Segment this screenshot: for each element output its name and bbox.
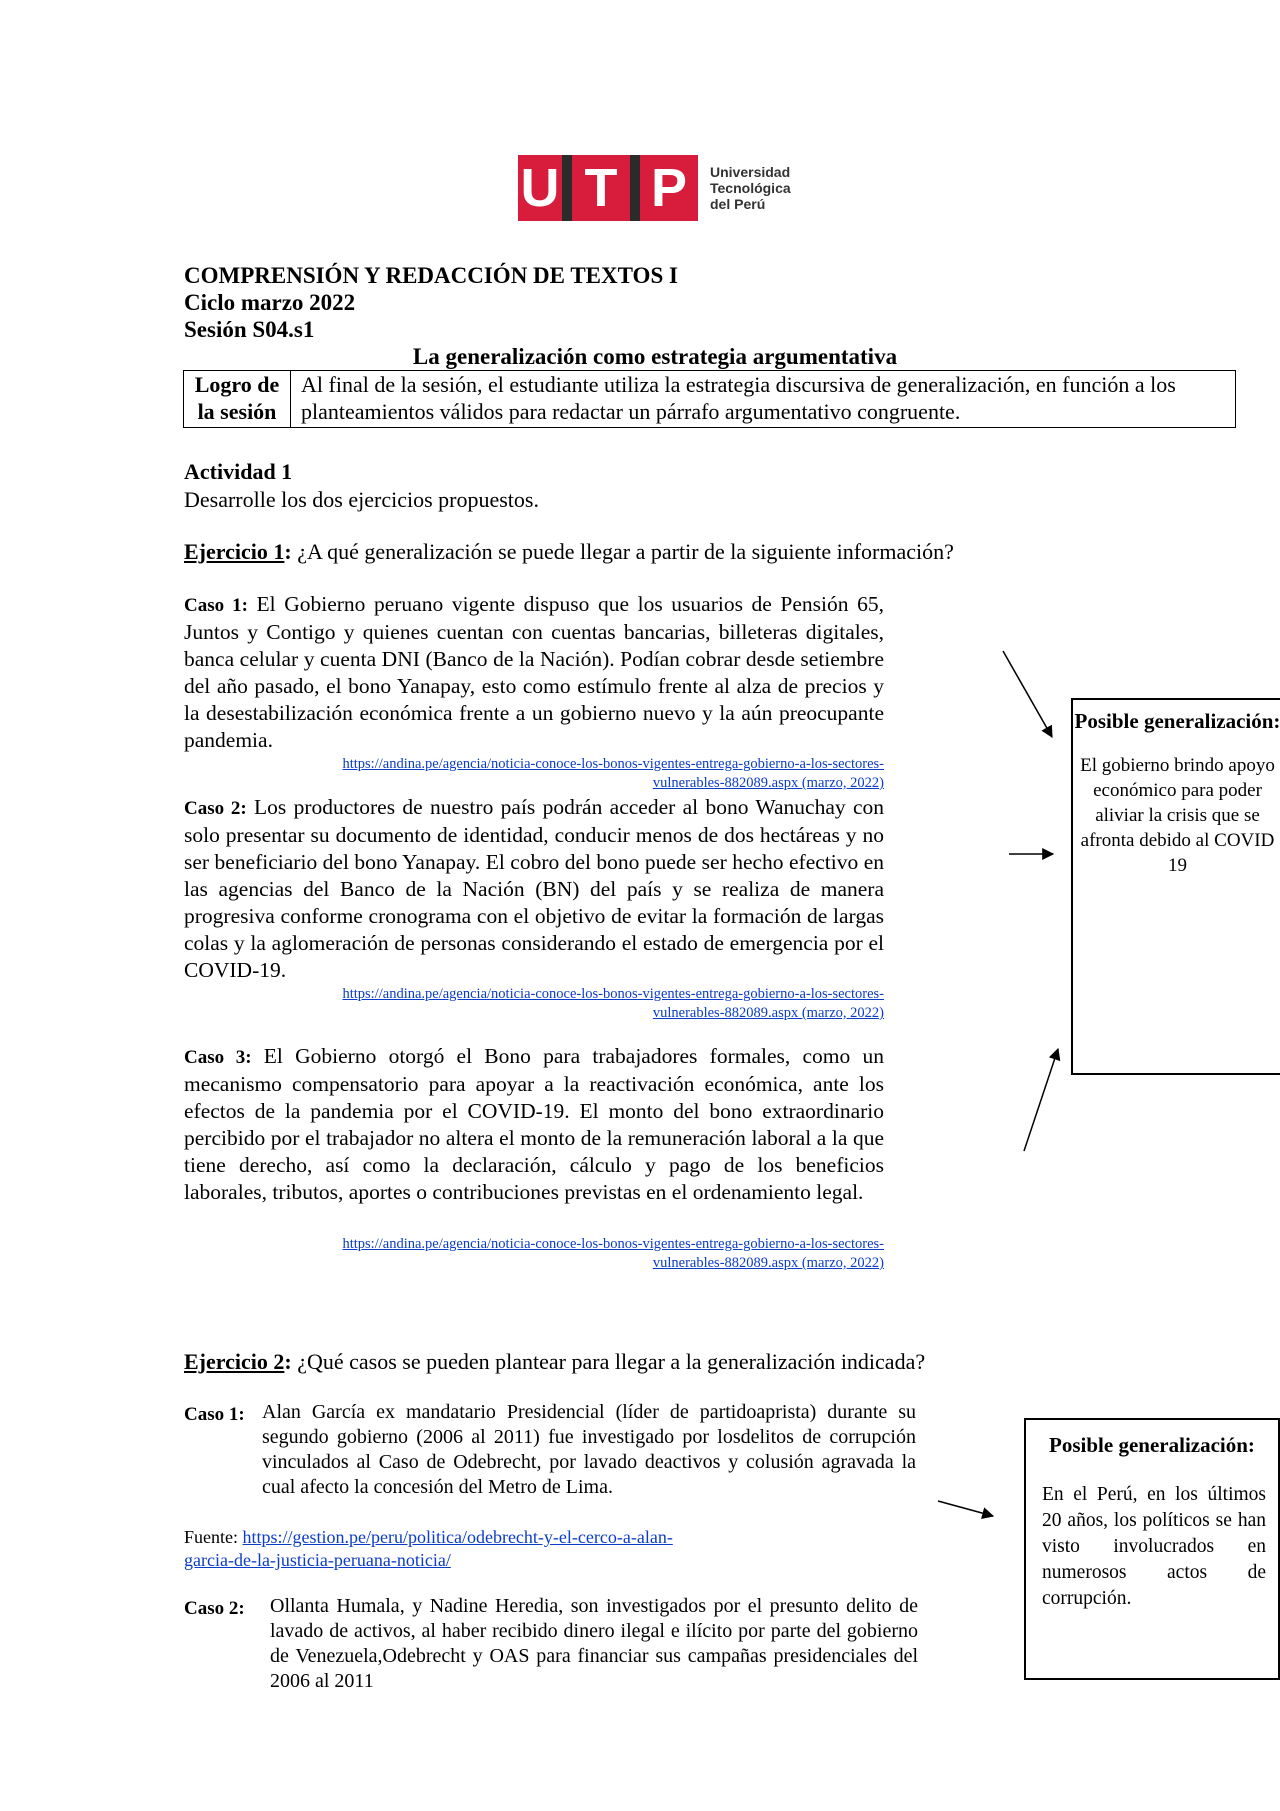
generalization-box-1-title: Posible generalización:	[1074, 709, 1280, 733]
activity-title: Actividad 1	[184, 459, 293, 484]
arrow-exercise-2	[938, 1501, 993, 1516]
logo-separator	[630, 155, 640, 221]
source-link[interactable]: https://gestion.pe/peru/politica/odebrecht-y-el-cerco-a-alan- garcia-de-la-justicia-peruana-noticia/	[184, 1527, 673, 1570]
generalization-box-2-title: Posible generalización:	[1049, 1433, 1255, 1457]
exercise-2-heading: Ejercicio 2: ¿Qué casos se pueden plantear para llegar a la generalización indicada?	[184, 1349, 926, 1374]
generalization-box-1	[1071, 698, 1280, 1075]
logo-letter-u: U	[520, 158, 560, 218]
arrow-case-3	[1024, 1049, 1058, 1151]
generalization-box-2-body: En el Perú, en los últimos 20 años, los políticos se han visto involucrados en numerosos actos de corrupción.	[1042, 1484, 1266, 1609]
logo-letters	[518, 155, 698, 221]
logro-label: Logro de la sesión	[184, 371, 291, 428]
logo-letter-p: P	[650, 158, 688, 218]
exercise-2-label: Ejercicio 2	[184, 1349, 285, 1374]
course-cycle: Ciclo marzo 2022	[184, 290, 356, 315]
course-session: Sesión S04.s1	[184, 317, 315, 342]
generalization-box-2	[1024, 1418, 1280, 1680]
case-1-text: Alan García ex mandatario Presidencial (líder de partidoaprista) durante su segundo gobierno (2006 al 2011) fue investigado por losdelitos de corrupción vinculados al Caso de Odebrecht, por lavado deactivos y colusión agravada la cual afecto la concesión del Metro de Lima.	[262, 1401, 916, 1498]
case-3-source-link[interactable]: https://andina.pe/agencia/noticia-conoce-los-bonos-vigentes-entrega-gobierno-a-los-sectores- vulnerables-882089.aspx (marzo, 2022)	[342, 1236, 884, 1271]
case-2-label: Caso 2:	[184, 1598, 245, 1619]
source-label: Fuente:	[184, 1527, 238, 1547]
case-1-label: Caso 1:	[184, 1404, 245, 1425]
exercise-1-label: Ejercicio 1	[184, 539, 285, 564]
logo-university-name: Universidad Tecnológica del Perú	[710, 164, 791, 212]
utp-logo	[518, 155, 791, 221]
logo-letter-t: T	[584, 158, 618, 218]
generalization-box-1-body: El gobierno brindo apoyo económico para poder aliviar la crisis que se afronta debido al COVID 19	[1080, 755, 1275, 876]
logro-table	[183, 370, 1236, 428]
arrow-case-1	[1003, 651, 1052, 737]
case-1-source-link[interactable]: https://andina.pe/agencia/noticia-conoce-los-bonos-vigentes-entrega-gobierno-a-los-sectores- vulnerables-882089.aspx (marzo, 2022)	[342, 756, 884, 791]
activity-instruction: Desarrolle los dos ejercicios propuestos.	[184, 487, 539, 512]
exercise-1-case-2: Caso 2: Los productores de nuestro país podrán acceder al bono Wanuchay con solo presentar su documento de identidad, conducir menos de dos hectáreas y no ser beneficiario del bono Yanapay. El cobro del bono puede ser hecho efectivo en las agencias del Banco de la Nación (BN) del país y se realiza de manera progresiva conforme cronograma con el objetivo de evitar la formación de largas colas y la aglomeración de personas considerando el estado de emergencia por el COVID-19.	[184, 795, 884, 982]
course-title: COMPRENSIÓN Y REDACCIÓN DE TEXTOS I	[184, 263, 678, 288]
exercise-2-question: ¿Qué casos se pueden plantear para llegar a la generalización indicada?	[291, 1349, 926, 1374]
exercise-2-source	[184, 1526, 744, 1572]
exercise-1-heading: Ejercicio 1: ¿A qué generalización se puede llegar a partir de la siguiente información?	[184, 539, 954, 564]
case-2-text: Ollanta Humala, y Nadine Heredia, son investigados por el presunto delito de lavado de activos, al haber recibido dinero ilegal e ilícito por parte del gobierno de Venezuela,Odebrecht y OAS para financiar sus campañas presidenciales del 2006 al 2011	[270, 1595, 918, 1692]
exercise-1-case-1: Caso 1: El Gobierno peruano vigente dispuso que los usuarios de Pensión 65, Juntos y Contigo y quienes cuentan con cuentas bancarias, billeteras digitales, banca celular y cuenta DNI (Banco de la Nación). Podían cobrar desde setiembre del año pasado, el bono Yanapay, esto como estímulo frente al alza de precios y la desestabilización económica frente a un gobierno nuevo y la aún preocupante pandemia.	[184, 592, 884, 752]
case-2-source-link[interactable]: https://andina.pe/agencia/noticia-conoce-los-bonos-vigentes-entrega-gobierno-a-los-sectores- vulnerables-882089.aspx (marzo, 2022)	[342, 986, 884, 1021]
logo-separator	[562, 155, 572, 221]
exercise-1-question: ¿A qué generalización se puede llegar a partir de la siguiente información?	[291, 539, 954, 564]
logro-text: Al final de la sesión, el estudiante utiliza la estrategia discursiva de generalización, en función a los planteamientos válidos para redactar un párrafo argumentativo congruente.	[291, 371, 1236, 428]
page-title: La generalización como estrategia argumentativa	[412, 344, 898, 369]
exercise-1-case-3: Caso 3: El Gobierno otorgó el Bono para trabajadores formales, como un mecanismo compensatorio para apoyar a la reactivación económica, ante los efectos de la pandemia por el COVID-19. El monto del bono extraordinario percibido por el trabajador no altera el monto de la remuneración laboral a la que tiene derecho, así como la declaración, cálculo y pago de los beneficios laborales, tributos, aportes o contribuciones previstas en el ordenamiento legal.	[184, 1044, 884, 1204]
